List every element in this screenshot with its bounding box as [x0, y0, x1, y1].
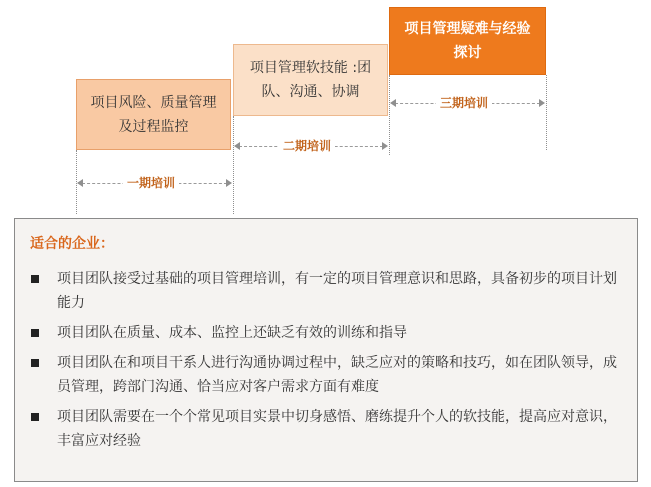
guide-line-4	[546, 75, 547, 150]
phase-1-arrow-left-icon	[77, 179, 83, 187]
phase-2-label: 二期培训	[279, 139, 335, 153]
square-bullet-icon	[31, 359, 39, 367]
phase-2-arrow-left-icon	[234, 142, 240, 150]
stage-box-3	[389, 7, 546, 75]
list-item-text: 项目团队在质量、成本、监控上还缺乏有效的训练和指导	[57, 325, 407, 341]
list-item	[29, 267, 627, 315]
square-bullet-icon	[31, 329, 39, 337]
square-bullet-icon	[31, 275, 39, 283]
criteria-list	[29, 267, 627, 459]
list-item-text: 项目团队在和项目干系人进行沟通协调过程中，缺乏应对的策略和技巧，如在团队领导，成员管理，跨部门沟通、恰当应对客户需求方面有难度	[57, 355, 617, 395]
panel-title: 适合的企业：	[30, 236, 114, 252]
stage-box-2	[233, 44, 388, 116]
phase-3-arrow-right-icon	[539, 99, 545, 107]
phase-3-label: 三期培训	[436, 96, 492, 110]
phase-1-label: 一期培训	[123, 176, 179, 190]
list-item	[29, 405, 627, 453]
stage-box-3-label: 项目管理疑难与经验探讨	[404, 21, 531, 61]
list-item-text: 项目团队接受过基础的项目管理培训，有一定的项目管理意识和思路，具备初步的项目计划能力	[57, 271, 617, 311]
square-bullet-icon	[31, 413, 39, 421]
stage-box-1-label: 项目风险、质量管理及过程监控	[90, 94, 217, 135]
stage-box-1	[76, 79, 231, 150]
suitable-enterprises-panel	[14, 218, 638, 482]
stage-box-2-label: 项目管理软技能 :团队、沟通、协调	[249, 60, 372, 100]
guide-line-3	[389, 75, 390, 155]
list-item	[29, 351, 627, 399]
list-item-text: 项目团队需要在一个个常见项目实景中切身感悟、磨练提升个人的软技能，提高应对意识，丰富应对经验	[57, 409, 617, 449]
guide-line-2	[233, 116, 234, 214]
phase-1-arrow-right-icon	[226, 179, 232, 187]
phase-2-arrow-right-icon	[382, 142, 388, 150]
phase-3-arrow-left-icon	[390, 99, 396, 107]
list-item	[29, 321, 627, 345]
